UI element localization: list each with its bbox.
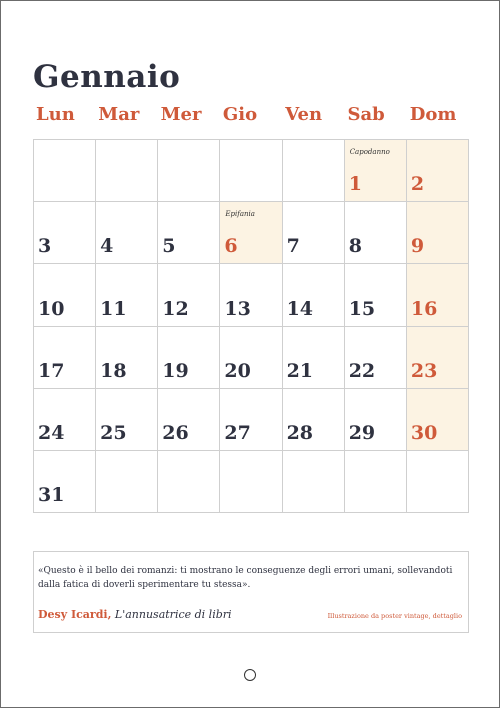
day-cell (158, 264, 220, 326)
quote-line-2: dalla fatica di doverli sperimentare tu stessa». (38, 580, 251, 590)
empty-day-cell (283, 140, 345, 202)
day-number: 5 (162, 235, 176, 258)
quote-text (38, 564, 458, 592)
day-cell (345, 327, 407, 389)
day-cell (96, 389, 158, 451)
day-cell (220, 389, 282, 451)
day-cell (283, 264, 345, 326)
holiday-label: Capodanno (349, 148, 390, 156)
empty-day-cell (158, 451, 220, 513)
quote-book-title: L'annusatrice di libri (114, 608, 232, 621)
day-number: 8 (348, 235, 362, 258)
day-number: 4 (100, 235, 114, 258)
empty-day-cell (283, 451, 345, 513)
day-cell (220, 264, 282, 326)
day-cell (345, 264, 407, 326)
day-number: 31 (38, 484, 65, 506)
day-cell (96, 264, 158, 326)
day-cell (407, 202, 469, 264)
day-number: 21 (286, 359, 314, 382)
day-cell (158, 389, 220, 451)
quote-author: Desy Icardi, (38, 608, 112, 621)
day-cell (407, 140, 469, 202)
quote-box (33, 551, 469, 633)
empty-day-cell (34, 140, 96, 202)
day-cell (283, 327, 345, 389)
day-number: 13 (224, 297, 251, 320)
day-number: 22 (348, 359, 376, 382)
day-number: 25 (100, 421, 127, 444)
weekday-label: Mar (98, 104, 140, 125)
day-number: 23 (410, 359, 438, 382)
empty-day-cell (96, 451, 158, 513)
day-number: 28 (286, 421, 314, 444)
day-cell (96, 202, 158, 264)
weekday-label: Dom (409, 104, 457, 125)
day-cell (407, 264, 469, 326)
day-number: 11 (100, 297, 127, 320)
day-number: 19 (162, 359, 189, 382)
day-cell (407, 389, 469, 451)
calendar-grid (33, 139, 469, 513)
day-cell (158, 202, 220, 264)
weekday-label: Lun (36, 104, 75, 125)
binding-hole-icon (244, 669, 256, 681)
day-number: 15 (348, 297, 376, 320)
holiday-label: Epifania (225, 210, 255, 219)
day-number: 30 (410, 421, 438, 444)
weekday-label: Ven (285, 104, 323, 125)
day-number: 9 (410, 235, 425, 258)
day-cell (407, 327, 469, 389)
day-cell (34, 389, 96, 451)
weekday-label: Sab (347, 104, 385, 125)
day-number: 6 (224, 235, 238, 258)
day-cell (345, 140, 407, 202)
day-number: 1 (348, 173, 362, 196)
day-cell (158, 327, 220, 389)
day-cell (283, 389, 345, 451)
empty-day-cell (220, 140, 282, 202)
day-number: 7 (286, 235, 300, 258)
day-cell (220, 202, 282, 264)
empty-day-cell (407, 451, 469, 513)
empty-day-cell (345, 451, 407, 513)
day-number: 24 (38, 421, 65, 444)
illustration-credit: Illustrazione da poster vintage, dettaglio (327, 612, 462, 620)
quote-attribution (38, 608, 232, 621)
day-number: 14 (286, 297, 314, 320)
weekday-header-row (33, 101, 469, 129)
day-number: 3 (38, 235, 52, 258)
day-cell (34, 451, 96, 513)
day-number: 16 (410, 297, 438, 320)
day-cell (96, 327, 158, 389)
day-number: 2 (410, 173, 425, 196)
weekday-label: Gio (222, 104, 258, 125)
day-number: 29 (348, 421, 376, 444)
day-cell (34, 202, 96, 264)
day-cell (34, 264, 96, 326)
empty-day-cell (158, 140, 220, 202)
day-number: 10 (38, 297, 65, 320)
weekday-label: Mer (160, 104, 202, 125)
day-number: 27 (224, 421, 251, 444)
quote-line-1: «Questo è il bello dei romanzi: ti mostrano le conseguenze degli errori umani, sollevandoti (38, 566, 453, 576)
month-title: Gennaio (33, 59, 181, 95)
empty-day-cell (220, 451, 282, 513)
day-number: 17 (38, 359, 65, 382)
day-number: 12 (162, 297, 189, 320)
day-cell (345, 202, 407, 264)
day-cell (345, 389, 407, 451)
day-cell (220, 327, 282, 389)
day-number: 20 (224, 359, 251, 382)
day-number: 26 (162, 421, 189, 444)
day-cell (34, 327, 96, 389)
day-cell (283, 202, 345, 264)
day-number: 18 (100, 359, 127, 382)
empty-day-cell (96, 140, 158, 202)
